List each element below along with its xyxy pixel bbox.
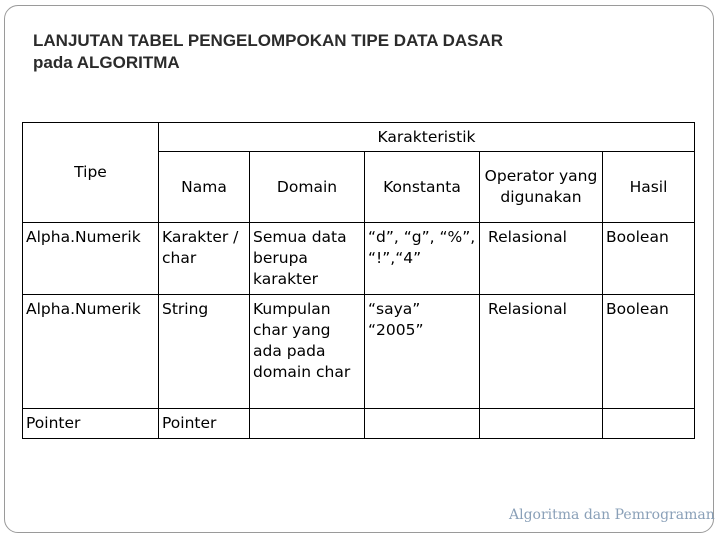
cell-hasil: Boolean (603, 223, 695, 295)
table-row (23, 223, 695, 295)
cell-operator: Relasional (480, 295, 603, 409)
cell-operator (480, 409, 603, 439)
data-type-table (22, 122, 695, 439)
cell-hasil: Boolean (603, 295, 695, 409)
header-operator: Operator yang digunakan (480, 152, 603, 223)
cell-nama: Karakter / char (159, 223, 250, 295)
cell-tipe: Alpha.Numerik (23, 295, 159, 409)
header-hasil: Hasil (603, 152, 695, 223)
title-line-2: pada ALGORITMA (33, 53, 180, 72)
footer-text: Algoritma dan Pemrograman (509, 507, 715, 523)
cell-hasil (603, 409, 695, 439)
cell-operator: Relasional (480, 223, 603, 295)
table-row (23, 295, 695, 409)
cell-konstanta: “d”, “g”, “%”, “!”,“4” (365, 223, 480, 295)
cell-konstanta (365, 409, 480, 439)
cell-nama: Pointer (159, 409, 250, 439)
cell-domain (250, 409, 365, 439)
cell-tipe: Alpha.Numerik (23, 223, 159, 295)
cell-tipe: Pointer (23, 409, 159, 439)
cell-konstanta: “saya” “2005” (365, 295, 480, 409)
cell-domain: Kumpulan char yang ada pada domain char (250, 295, 365, 409)
header-konstanta: Konstanta (365, 152, 480, 223)
header-row-top (23, 123, 695, 152)
title-line-1: LANJUTAN TABEL PENGELOMPOKAN TIPE DATA DASAR (33, 31, 504, 50)
cell-nama: String (159, 295, 250, 409)
cell-domain: Semua data berupa karakter (250, 223, 365, 295)
header-nama: Nama (159, 152, 250, 223)
header-tipe: Tipe (23, 123, 159, 223)
slide-title (33, 30, 673, 74)
header-karakteristik: Karakteristik (159, 123, 695, 152)
header-domain: Domain (250, 152, 365, 223)
table-row (23, 409, 695, 439)
